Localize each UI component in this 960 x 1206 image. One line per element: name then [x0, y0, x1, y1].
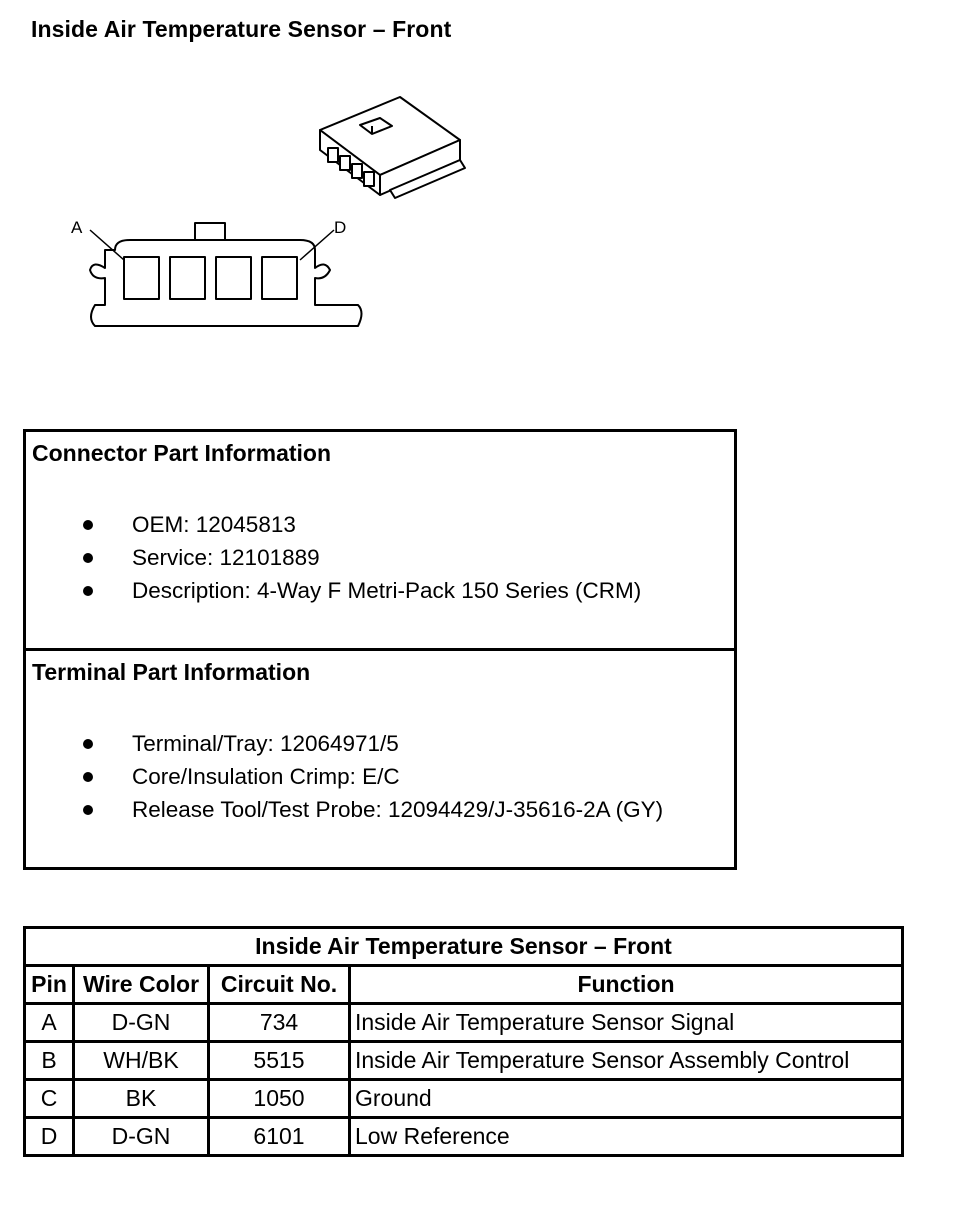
- pin-cell: B: [25, 1042, 74, 1080]
- list-item-text: Core/Insulation Crimp: E/C: [132, 764, 400, 789]
- list-item-text: Description: 4-Way F Metri-Pack 150 Series (CRM): [132, 578, 642, 603]
- column-header-function: Function: [350, 966, 903, 1004]
- table-row: [25, 1080, 903, 1118]
- table-title: Inside Air Temperature Sensor – Front: [25, 928, 903, 966]
- pin-cell: D: [25, 1118, 74, 1156]
- terminal-info-heading: Terminal Part Information: [32, 659, 311, 685]
- column-header-wire-color: Wire Color: [74, 966, 209, 1004]
- part-info-box: [23, 429, 737, 870]
- function-cell: Low Reference: [350, 1118, 903, 1156]
- page-title: Inside Air Temperature Sensor – Front: [31, 16, 452, 42]
- wire-color-cell: D-GN: [74, 1004, 209, 1042]
- bullet-icon: [83, 520, 93, 530]
- bullet-icon: [83, 586, 93, 596]
- circuit-no-cell: 6101: [209, 1118, 350, 1156]
- column-header-pin: Pin: [25, 966, 74, 1004]
- column-header-circuit-no: Circuit No.: [209, 966, 350, 1004]
- terminal-part-info: [26, 651, 734, 867]
- connector-3d-view: [320, 97, 465, 198]
- wire-color-cell: WH/BK: [74, 1042, 209, 1080]
- callout-a-label: A: [71, 218, 83, 237]
- bullet-icon: [83, 772, 93, 782]
- table-title-row: [25, 928, 903, 966]
- list-item-text: OEM: 12045813: [132, 512, 296, 537]
- bullet-icon: [83, 553, 93, 563]
- list-item-text: Release Tool/Test Probe: 12094429/J-35616-2A (GY): [132, 797, 664, 822]
- list-item-text: Service: 12101889: [132, 545, 320, 570]
- connector-part-info: [26, 432, 734, 651]
- table-row: [25, 1118, 903, 1156]
- wire-color-cell: D-GN: [74, 1118, 209, 1156]
- pin-table: [23, 926, 904, 1157]
- list-item-text: Terminal/Tray: 12064971/5: [132, 731, 399, 756]
- bullet-icon: [83, 805, 93, 815]
- bullet-icon: [83, 739, 93, 749]
- function-cell: Inside Air Temperature Sensor Signal: [350, 1004, 903, 1042]
- function-cell: Inside Air Temperature Sensor Assembly Control: [350, 1042, 903, 1080]
- callout-d-label: D: [334, 218, 347, 237]
- table-header-row: [25, 966, 903, 1004]
- table-row: [25, 1042, 903, 1080]
- connector-diagram: [60, 90, 480, 340]
- wire-color-cell: BK: [74, 1080, 209, 1118]
- function-cell: Ground: [350, 1080, 903, 1118]
- pin-cell: C: [25, 1080, 74, 1118]
- connector-front-view: [90, 223, 362, 326]
- pin-cell: A: [25, 1004, 74, 1042]
- circuit-no-cell: 5515: [209, 1042, 350, 1080]
- circuit-no-cell: 1050: [209, 1080, 350, 1118]
- table-row: [25, 1004, 903, 1042]
- connector-info-heading: Connector Part Information: [32, 440, 332, 466]
- circuit-no-cell: 734: [209, 1004, 350, 1042]
